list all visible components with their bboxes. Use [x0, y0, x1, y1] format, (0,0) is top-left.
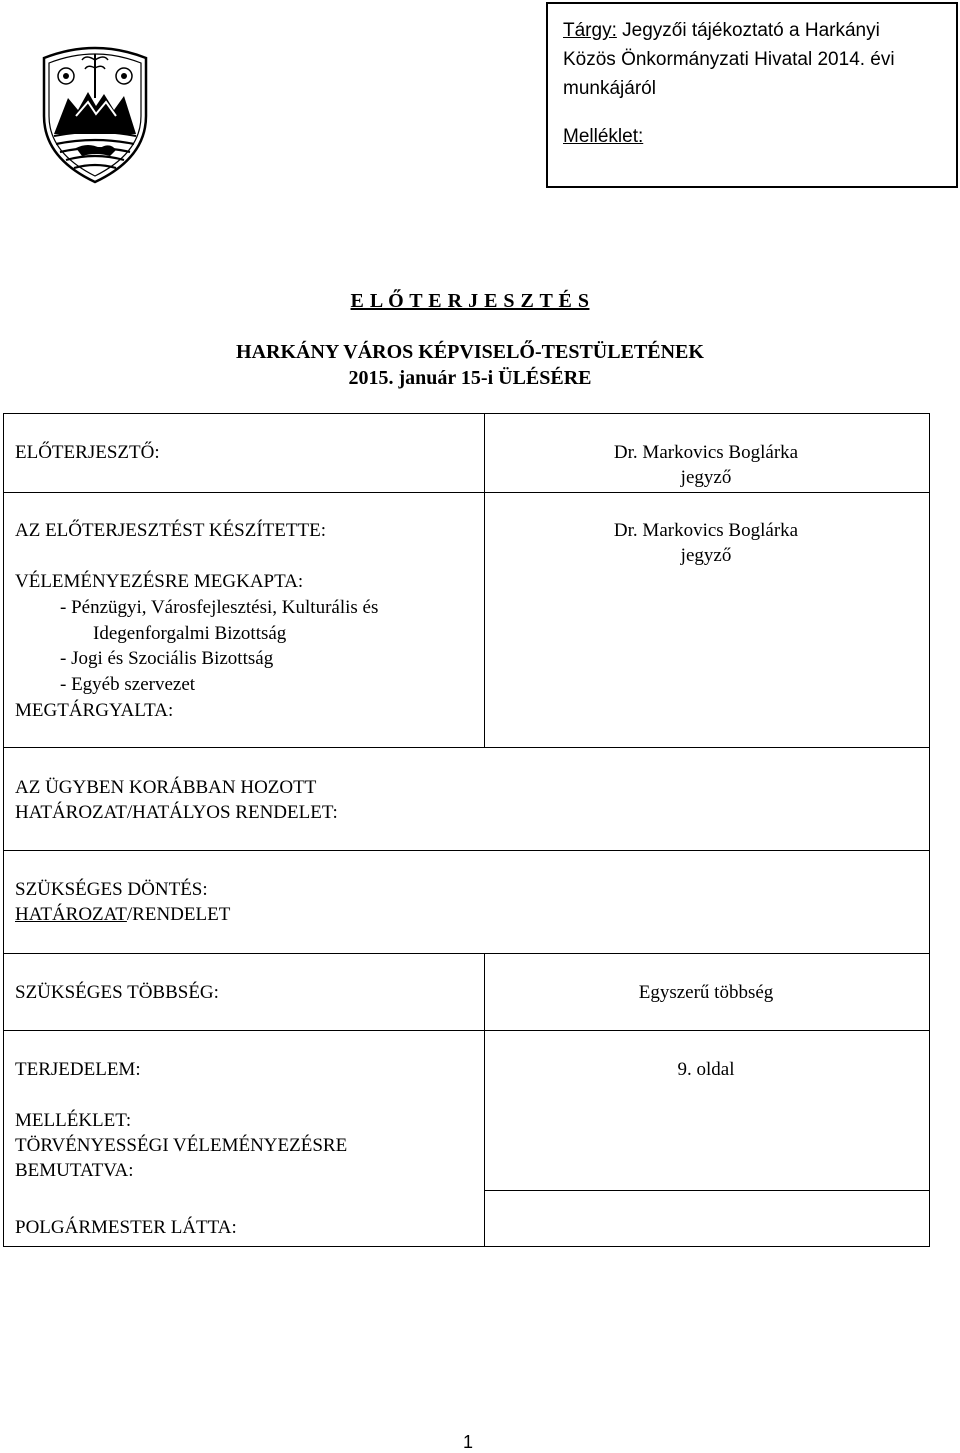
review-item: - Jogi és Szociális Bizottság — [60, 648, 274, 669]
row-divider — [4, 747, 929, 748]
majority-value: Egyszerű többség — [638, 982, 774, 1003]
prior-decision-line-1: AZ ÜGYBEN KORÁBBAN HOZOTT — [15, 777, 317, 798]
discussed-label: MEGTÁRGYALTA: — [15, 700, 174, 721]
row-divider — [4, 492, 929, 493]
prepared-title: jegyző — [680, 545, 732, 566]
subject-box — [546, 2, 958, 188]
subject-line-3: munkájáról — [563, 78, 656, 99]
subject-label: Tárgy: — [563, 20, 617, 41]
decision-type-underlined: HATÁROZAT — [15, 904, 127, 925]
decision-line-2 — [15, 902, 230, 927]
row-divider — [4, 1030, 929, 1031]
presenter-label: ELŐTERJESZTŐ: — [15, 442, 160, 463]
proposal-form-table — [3, 413, 930, 1247]
document-title: E L Ő T E R J E S Z T É S — [350, 290, 590, 312]
prepared-label: AZ ELŐTERJESZTÉST KÉSZÍTETTE: — [15, 520, 326, 541]
review-item: - Egyéb szervezet — [60, 674, 196, 695]
extent-value: 9. oldal — [677, 1059, 735, 1080]
review-item: Idegenforgalmi Bizottság — [93, 623, 287, 644]
extent-label: TERJEDELEM: — [15, 1059, 141, 1080]
decision-label — [15, 877, 230, 927]
row-divider — [4, 953, 929, 954]
attachment-label: Melléklet: — [563, 126, 644, 147]
row-divider — [484, 1190, 929, 1191]
prepared-name — [484, 518, 928, 568]
subject-line-1 — [563, 16, 942, 45]
review-label: VÉLEMÉNYEZÉSRE MEGKAPTA: — [15, 571, 304, 592]
legal-review-label — [15, 1133, 347, 1183]
subject-text-1: Jegyzői tájékoztató a Harkányi — [622, 20, 880, 41]
legal-review-line-2: BEMUTATVA: — [15, 1160, 134, 1181]
decision-type-rest: /RENDELET — [126, 904, 231, 925]
presenter-name-text: Dr. Markovics Boglárka — [613, 442, 799, 463]
prior-decision-label — [15, 775, 338, 825]
decision-line-1: SZÜKSÉGES DÖNTÉS: — [15, 879, 208, 900]
prepared-name-text: Dr. Markovics Boglárka — [613, 520, 799, 541]
presenter-name — [484, 440, 928, 490]
page-number: 1 — [463, 1432, 474, 1452]
crest-icon — [36, 36, 154, 184]
meeting-date: 2015. január 15-i ÜLÉSÉRE — [348, 367, 592, 389]
prior-decision-line-2: HATÁROZAT/HATÁLYOS RENDELET: — [15, 802, 338, 823]
council-name: HARKÁNY VÁROS KÉPVISELŐ-TESTÜLETÉNEK — [236, 341, 704, 363]
attachment-row-label: MELLÉKLET: — [15, 1110, 132, 1131]
presenter-title: jegyző — [680, 467, 732, 488]
legal-review-line-1: TÖRVÉNYESSÉGI VÉLEMÉNYEZÉSRE — [15, 1135, 348, 1156]
meeting-title — [0, 339, 940, 391]
mayor-seen-label: POLGÁRMESTER LÁTTA: — [15, 1217, 237, 1238]
majority-label: SZÜKSÉGES TÖBBSÉG: — [15, 982, 219, 1003]
subject-line-2: Közös Önkormányzati Hivatal 2014. évi — [563, 49, 895, 70]
review-item: - Pénzügyi, Városfejlesztési, Kulturális és — [60, 597, 379, 618]
row-divider — [4, 850, 929, 851]
